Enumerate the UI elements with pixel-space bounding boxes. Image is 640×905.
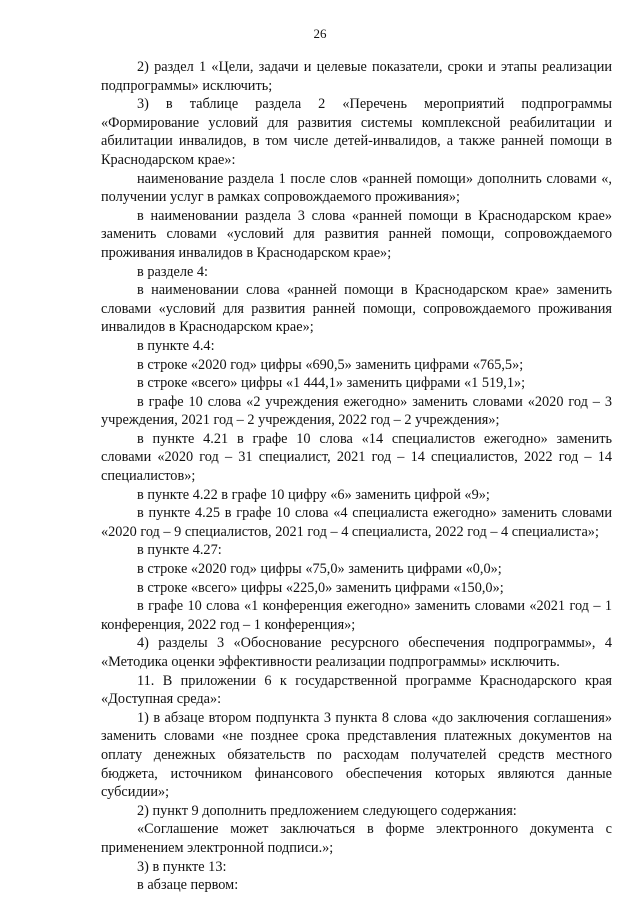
paragraph: в пункте 4.4: [137,337,215,354]
paragraph: 3) в таблице раздела 2 «Перечень мероприятий подпрограммы «Формирование условий для развития системы комплексной реабилитации и абилитации инвалидов, в том числе детей-инвалидов, а также ранней помощи в Краснодарском крае»: [101,96,612,168]
paragraph: 2) раздел 1 «Цели, задачи и целевые показатели, сроки и этапы реализации подпрограммы» исключить; [101,59,612,94]
paragraph: в строке «2020 год» цифры «75,0» заменить цифрами «0,0»; [137,561,502,578]
paragraph: в абзаце первом: [137,877,239,894]
paragraph: в строке «всего» цифры «225,0» заменить цифрами «150,0»; [137,579,504,596]
paragraph: 2) пункт 9 дополнить предложением следующего содержания: [137,802,517,819]
paragraph: в графе 10 слова «1 конференция ежегодно» заменить словами «2021 год – 1 конференция, 2022 год – 1 конференция»; [101,598,612,633]
paragraph: «Соглашение может заключаться в форме электронного документа с применением электронной подписи.»; [101,821,612,856]
paragraph: в наименовании слова «ранней помощи в Краснодарском крае» заменить словами «условий для развития ранней помощи, сопровождаемого проживания инвалидов в Краснодарском крае»; [101,282,612,336]
paragraph: 4) разделы 3 «Обоснование ресурсного обеспечения подпрограммы», 4 «Методика оценки эффективности реализации подпрограммы» исключить. [101,635,612,670]
paragraph: наименование раздела 1 после слов «ранней помощи» дополнить словами «, получении услуг в рамках сопровождаемого проживания»; [101,170,612,206]
paragraph: в графе 10 слова «2 учреждения ежегодно» заменить словами «2020 год – 3 учреждения, 2021 год – 2 учреждения, 2022 год – 2 учреждения»; [101,393,612,429]
paragraph: в строке «всего» цифры «1 444,1» заменить цифрами «1 519,1»; [137,375,526,392]
paragraph: 3) в пункте 13: [137,858,227,875]
paragraph: в пункте 4.21 в графе 10 слова «14 специалистов ежегодно» заменить словами «2020 год – 31 специалист, 2021 год – 14 специалистов, 2022 год – 14 специалистов»; [101,430,612,485]
paragraph: 11. В приложении 6 к государственной программе Краснодарского края «Доступная среда»: [101,672,612,708]
paragraph: в строке «2020 год» цифры «690,5» заменить цифрами «765,5»; [137,356,524,373]
paragraph: в пункте 4.25 в графе 10 слова «4 специалиста ежегодно» заменить словами «2020 год – 9 специалистов, 2021 год – 4 специалиста, 2022 год – 4 специалиста»; [101,505,612,540]
paragraph: в пункте 4.27: [137,542,222,559]
paragraph: 1) в абзаце втором подпункта 3 пункта 8 слова «до заключения соглашения» заменить словами «не позднее срока представления платежных документов на оплату денежных обязательств по расходам получателей средств местного бюджета, источником финансового обеспечения которых являются данные субсидии»; [101,709,612,801]
paragraph: в пункте 4.22 в графе 10 цифру «6» заменить цифрой «9»; [137,486,490,503]
paragraph: в наименовании раздела 3 слова «ранней помощи в Краснодарском крае» заменить словами «условий для развития ранней помощи, сопровождаемого проживания инвалидов в Краснодарском крае»; [101,207,612,261]
page-number: 26 [313,26,327,41]
paragraph: в разделе 4: [137,263,209,280]
document-body [101,58,612,895]
